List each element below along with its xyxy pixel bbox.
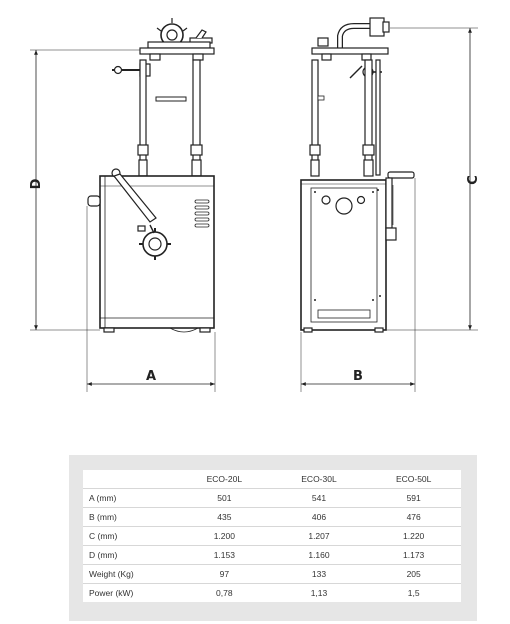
side-pipe [318, 18, 389, 48]
header-empty [83, 470, 177, 489]
cell-value: 1,13 [310, 588, 328, 598]
header-eco-20l: ECO-20L [177, 470, 272, 489]
cell-value: 0,78 [216, 588, 233, 598]
cell-value: 133 [272, 565, 367, 584]
table-row [83, 584, 461, 603]
table-row [83, 508, 461, 527]
side-view [301, 18, 414, 332]
cell-value: 1.220 [366, 527, 461, 546]
front-view [88, 18, 214, 332]
table-header-row [83, 470, 461, 489]
cell-value: 435 [177, 508, 272, 527]
table-row [83, 546, 461, 565]
cell-value: 541 [272, 489, 367, 508]
cell-value: 1.207 [272, 527, 367, 546]
row-label: C (mm) [83, 527, 177, 546]
cell-value: 1.200 [177, 527, 272, 546]
cell-value: 1.173 [366, 546, 461, 565]
dimension-b-label: B [353, 369, 363, 384]
table-row [83, 489, 461, 508]
row-label: D (mm) [83, 546, 177, 565]
table-row [83, 527, 461, 546]
table-row [83, 565, 461, 584]
dimension-c-label: C [466, 175, 481, 185]
row-label: B (mm) [83, 508, 177, 527]
side-crank [386, 172, 414, 240]
cell-value: 205 [366, 565, 461, 584]
row-label: Power (kW) [89, 588, 134, 598]
header-eco-30l: ECO-30L [272, 470, 367, 489]
dimension-a-label: A [145, 369, 157, 384]
cell-value: 406 [272, 508, 367, 527]
cell-value: 1,5 [407, 588, 420, 598]
dimension-d-label: D [29, 178, 44, 190]
cell-value: 476 [366, 508, 461, 527]
spec-table [83, 470, 461, 602]
cell-value: 591 [366, 489, 461, 508]
dimension-c [386, 28, 478, 330]
front-handwheel [148, 18, 212, 51]
row-label: Weight (Kg) [83, 565, 177, 584]
cell-value: 501 [177, 489, 272, 508]
cell-value: 1.153 [177, 546, 272, 565]
cell-value: 1.160 [272, 546, 367, 565]
row-label: A (mm) [83, 489, 177, 508]
spec-panel [69, 455, 477, 621]
header-eco-50l: ECO-50L [366, 470, 461, 489]
cell-value: 97 [177, 565, 272, 584]
